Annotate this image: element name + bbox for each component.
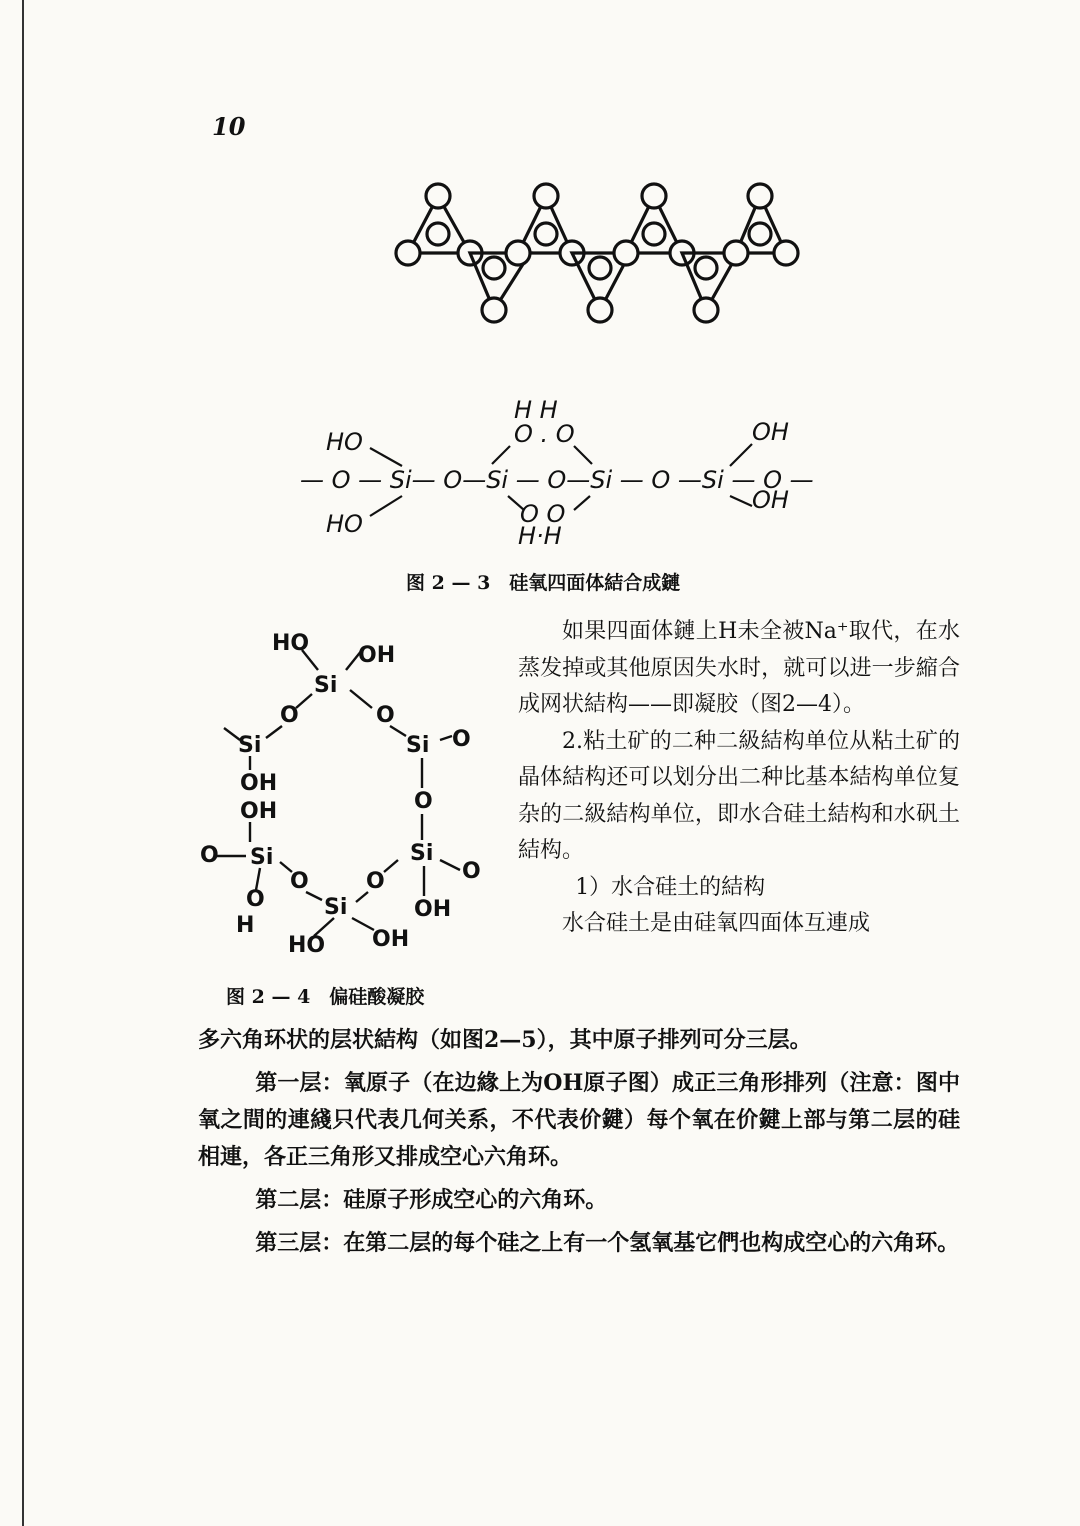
main-paragraph-2: 第一层：氧原子（在边緣上为OH原子图）成正三角形排列（注意：图中氧之間的連綫只代表几何关系，不代表价鍵）每个氧在价鍵上部与第二层的硅相連，各正三角形又排成空心六角环。 <box>198 1070 960 1170</box>
fig24-o-ll: O <box>290 869 309 894</box>
section-heading: 1）水合硅土的結构 <box>575 874 766 900</box>
fig24-o-right1: O <box>452 727 471 752</box>
fig24-o-farleft: O <box>200 843 219 868</box>
fig24-ho-top: HO <box>272 631 310 656</box>
fig23-top-o: O . O <box>514 420 575 448</box>
side-paragraph-3: 水合硅土是由硅氧四面体互連成 <box>562 911 871 936</box>
fig23-bot-h: H·H <box>518 522 562 550</box>
fig24-oh-top: OH <box>358 643 396 668</box>
fig24-si-ul: Si <box>238 733 262 758</box>
main-text-column <box>198 1022 960 1268</box>
main-paragraph-1: 多六角环状的层状結构（如图2—5），其中原子排列可分三层。 <box>198 1027 812 1053</box>
fig23-oh1: OH <box>752 418 789 446</box>
fig24-o-ur: O <box>376 703 395 728</box>
side-paragraph-2: 2.粘土矿的二种二級結构单位从粘土矿的晶体結构还可以划分出二种比基本結构单位复杂的二級結构单位，即水合硅土結构和水矾土結构。 <box>518 728 960 863</box>
fig24-si-ll: Si <box>250 845 274 870</box>
fig24-o-farright: O <box>462 859 481 884</box>
fig24-o-ul: O <box>280 703 299 728</box>
figure-2-3-caption: 图 2 — 3 硅氧四面体結合成鏈 <box>406 572 681 594</box>
fig24-si-lr: Si <box>410 841 434 866</box>
fig23-ho2: HO <box>326 510 363 538</box>
fig23-ho1: HO <box>326 428 363 456</box>
fig24-oh-left1: OH <box>240 771 278 796</box>
fig24-o-right2: O <box>414 789 433 814</box>
fig24-si-bottom: Si <box>324 895 348 920</box>
fig24-o-left-low: O <box>246 887 265 912</box>
fig23-bot-o: O O <box>520 500 566 528</box>
fig24-oh-right-low: OH <box>414 897 452 922</box>
side-paragraph-1: 如果四面体鏈上H未全被Na⁺取代，在水蒸发掉或其他原因失水时，就可以进一步縮合成网状結构——即凝胶（图2—4）。 <box>518 619 960 717</box>
fig24-si-ur: Si <box>406 733 430 758</box>
main-paragraph-3: 第二层：硅原子形成空心的六角环。 <box>255 1187 608 1213</box>
fig23-top-h: H H <box>514 396 558 424</box>
fig24-si-top: Si <box>314 673 338 698</box>
fig24-oh-left2: OH <box>240 799 278 824</box>
main-paragraph-4: 第三层：在第二层的每个硅之上有一个氢氧基它們也构成空心的六角环。 <box>255 1230 960 1256</box>
fig24-h-left: H <box>236 913 255 938</box>
side-text-column <box>518 614 960 943</box>
fig24-oh-bottom: OH <box>372 927 410 952</box>
page-number: 10 <box>212 112 246 141</box>
fig23-oh2: OH <box>752 486 789 514</box>
fig24-o-lr: O <box>366 869 385 894</box>
fig24-ho-bottom: HO <box>288 933 326 958</box>
fig23-chain: — O — Si— O—Si — O—Si — O —Si — O — <box>300 466 814 494</box>
figure-2-4-caption: 图 2 — 4 偏硅酸凝胶 <box>226 986 425 1008</box>
